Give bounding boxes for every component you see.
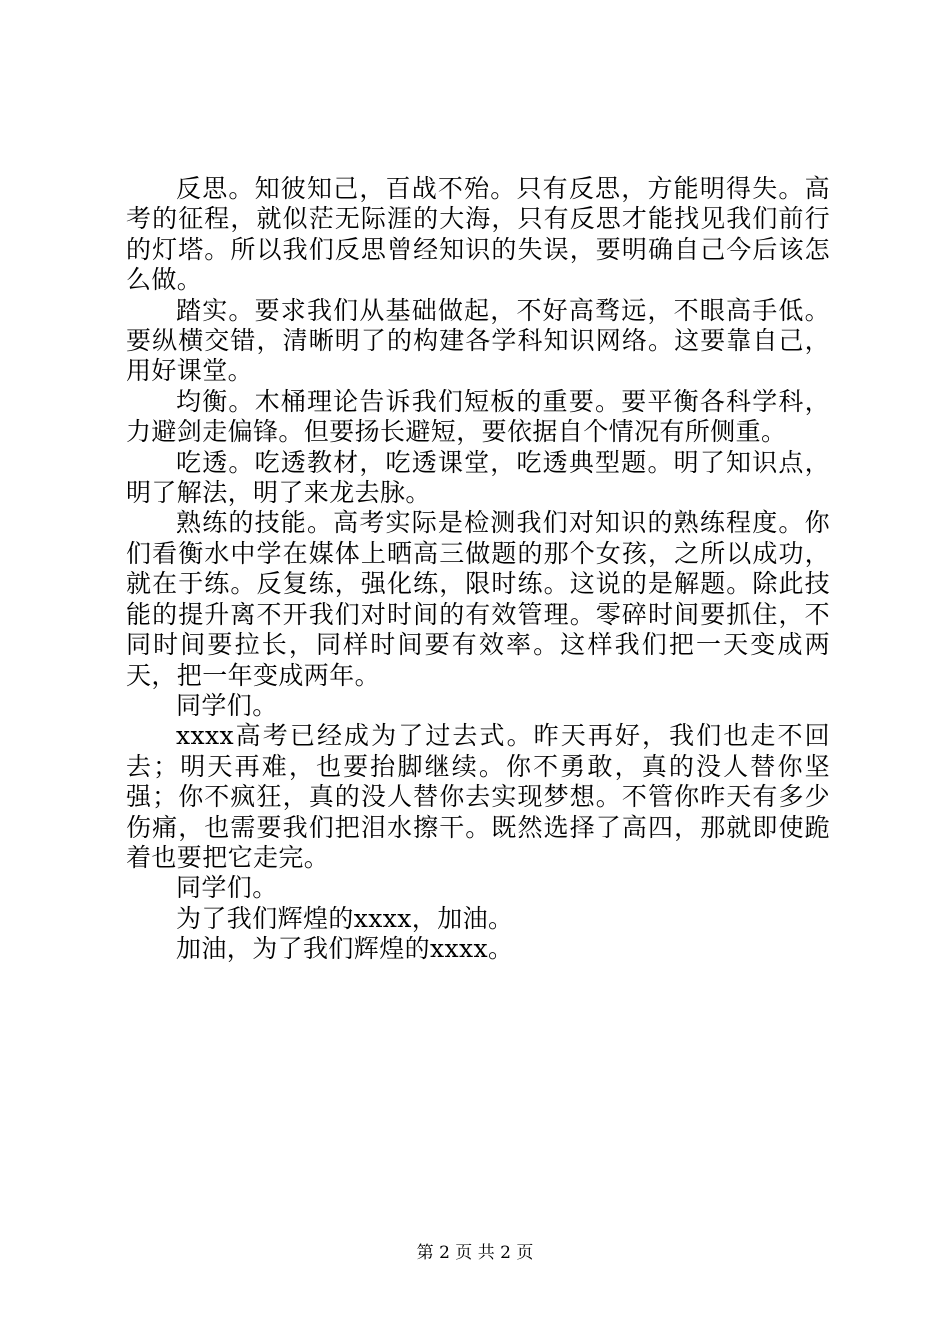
paragraph-skills: 熟练的技能。高考实际是检测我们对知识的熟练程度。你们看衡水中学在媒体上晒高三做题的那个女孩，之所以成功，就在于练。反复练，强化练，限时练。这说的是解题。除此技能的提升离不开我们对时间的有效管理。零碎时间要抓住，不同时间要拉长，同样时间要有效率。这样我们把一天变成两天，把一年变成两年。 [126, 508, 830, 690]
page-number: 第 2 页 共 2 页 [416, 1243, 534, 1263]
paragraph-steady: 踏实。要求我们从基础做起，不好高骛远，不眼高手低。要纵横交错，清晰明了的构建各学科知识网络。这要靠自己，用好课堂。 [126, 295, 830, 386]
paragraph-past: xxxx高考已经成为了过去式。昨天再好，我们也走不回去；明天再难，也要抬脚继续。你不勇敢，真的没人替你坚强；你不疯狂，真的没人替你去实现梦想。不管你昨天有多少伤痛，也需要我们把泪水擦干。既然选择了高四，那就即使跪着也要把它走完。 [126, 721, 830, 872]
paragraph-address-1: 同学们。 [176, 690, 278, 720]
paragraph-cheer-2: 加油，为了我们辉煌的xxxx。 [176, 934, 514, 964]
paragraph-reflection: 反思。知彼知己，百战不殆。只有反思，方能明得失。高考的征程，就似茫无际涯的大海，只有反思才能找见我们前行的灯塔。所以我们反思曾经知识的失误，要明确自己今后该怎么做。 [126, 174, 830, 295]
paragraph-balance: 均衡。木桶理论告诉我们短板的重要。要平衡各科学科，力避剑走偏锋。但要扬长避短，要依据自个情况有所侧重。 [126, 386, 830, 447]
paragraph-cheer-1: 为了我们辉煌的xxxx，加油。 [176, 903, 514, 933]
paragraph-address-2: 同学们。 [176, 873, 278, 903]
document-body [126, 174, 830, 965]
paragraph-mastery: 吃透。吃透教材，吃透课堂，吃透典型题。明了知识点，明了解法，明了来龙去脉。 [126, 447, 830, 508]
